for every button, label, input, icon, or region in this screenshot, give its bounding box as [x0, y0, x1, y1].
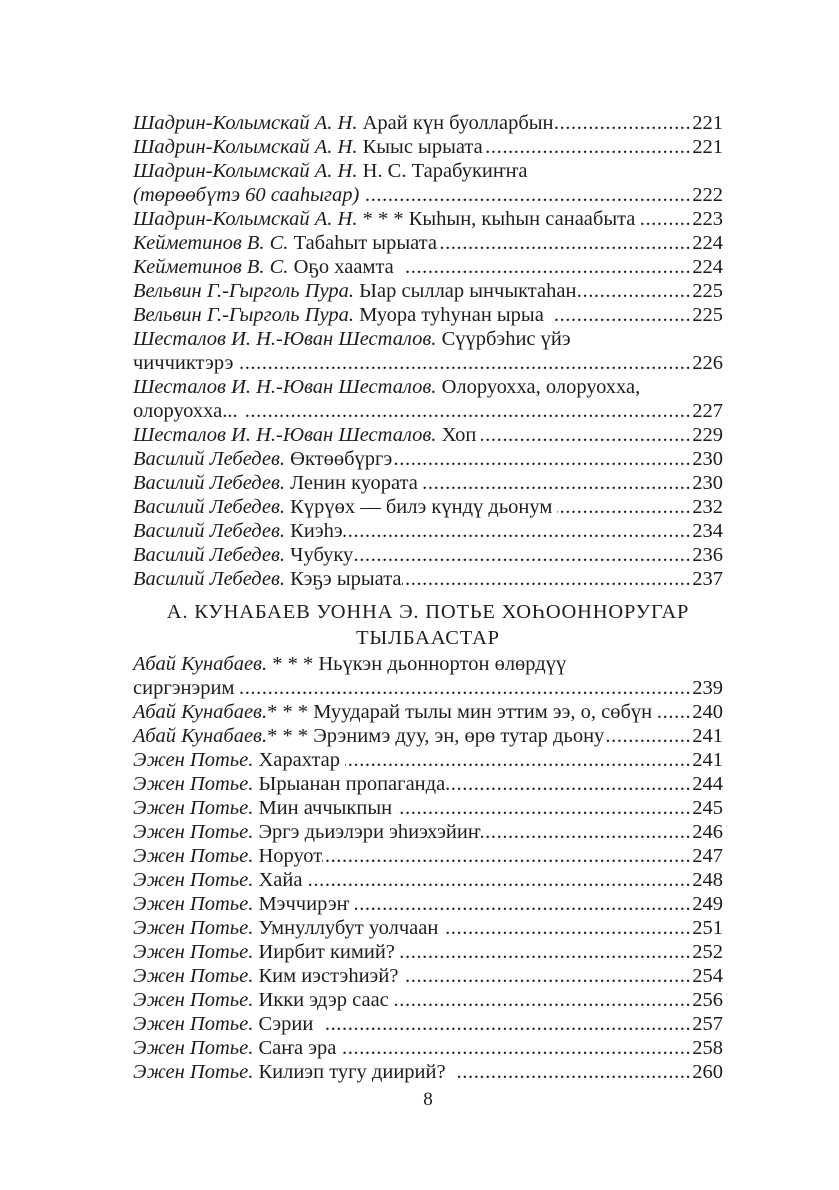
dot-leader-icon [243, 399, 693, 423]
toc-row [133, 820, 723, 844]
toc-page-number: 223 [692, 208, 723, 230]
toc-row [133, 375, 723, 399]
dot-leader-icon [554, 303, 692, 327]
toc-title: Килиэп тугу диирий? [253, 1061, 456, 1083]
toc-row [133, 399, 723, 423]
toc-author: (төрөөбүтэ 60 сааһыгар) [133, 184, 365, 206]
toc-page-number: 249 [692, 893, 723, 915]
toc-page-number: 226 [692, 352, 723, 374]
toc-author: Эжен Потье. [133, 749, 254, 771]
dot-leader-icon [557, 495, 692, 519]
toc-title: Өктөөбүргэ [285, 448, 393, 470]
toc-page-number: 241 [692, 749, 723, 771]
toc-row [133, 495, 723, 519]
toc-title: сиргэнэрим [133, 677, 240, 699]
section-heading [133, 599, 723, 651]
toc-author: Абай Кунабаев. [133, 725, 268, 747]
toc-page-number: 236 [692, 544, 723, 566]
toc-row [133, 844, 723, 868]
toc-author: Шадрин-Колымскай А. Н. [133, 112, 358, 134]
toc-title: Икки эдэр саас [253, 989, 394, 1011]
dot-leader-icon [324, 1012, 693, 1036]
toc-author: Эжен Потье. [133, 821, 254, 843]
toc-author: Василий Лебедев. [133, 544, 286, 566]
toc-row [133, 255, 723, 279]
dot-leader-icon [392, 447, 692, 471]
table-of-contents [133, 111, 723, 1084]
toc-row [133, 988, 723, 1012]
dot-leader-icon [657, 700, 692, 724]
toc-author: Эжен Потье. [133, 845, 254, 867]
toc-title: Чубуку [285, 544, 354, 566]
toc-row [133, 135, 723, 159]
toc-author: Василий Лебедев. [133, 496, 286, 518]
dot-leader-icon [240, 676, 693, 700]
toc-title: Хайа [253, 869, 308, 891]
toc-author: Эжен Потье. [133, 773, 254, 795]
dot-leader-icon [400, 940, 692, 964]
toc-author: Эжен Потье. [133, 1061, 254, 1083]
toc-row [133, 1036, 723, 1060]
toc-page-number: 245 [692, 797, 723, 819]
toc-page-number: 252 [692, 941, 723, 963]
toc-page-number: 247 [692, 845, 723, 867]
toc-title: Сэрии [253, 1013, 324, 1035]
dot-leader-icon [437, 231, 692, 255]
toc-row [133, 543, 723, 567]
dot-leader-icon [397, 796, 692, 820]
toc-title: Кыыс ырыата [357, 136, 483, 158]
toc-page-number: 254 [692, 965, 723, 987]
toc-title: Эргэ дьиэлэри эһиэхэйиҥ [253, 821, 481, 843]
toc-title: Киэһэ [285, 520, 343, 542]
toc-title: * * * Ньүкэн дьоннортон өлөрдүү [267, 653, 567, 675]
toc-title: олоруохха... [133, 400, 243, 422]
toc-author: Василий Лебедев. [133, 520, 286, 542]
toc-title: Саҥа эра [253, 1037, 342, 1059]
dot-leader-icon [355, 892, 693, 916]
toc-page-number: 222 [692, 184, 723, 206]
toc-page-number: 237 [692, 568, 723, 590]
toc-author: Абай Кунабаев. [133, 653, 268, 675]
toc-author: Вельвин Г.-Гырголь Пура. [133, 304, 354, 326]
toc-author: Шадрин-Колымскай А. Н. [133, 208, 358, 230]
toc-page-number: 241 [692, 725, 723, 747]
dot-leader-icon [641, 207, 693, 231]
dot-leader-icon [456, 1060, 692, 1084]
toc-row [133, 447, 723, 471]
toc-author: Кейметинов В. С. [133, 232, 289, 254]
toc-title: Н. С. Тарабукиҥҥа [357, 160, 528, 182]
toc-title: Хоп [436, 424, 482, 446]
dot-leader-icon [604, 724, 692, 748]
toc-row [133, 1012, 723, 1036]
section-heading-line1: А. КУНАБАЕВ УОННА Э. ПОТЬЕ ХОҺООННОРУГАР [166, 601, 690, 623]
toc-row [133, 567, 723, 591]
toc-row [133, 892, 723, 916]
toc-row [133, 940, 723, 964]
dot-leader-icon [353, 543, 692, 567]
toc-page-number: 229 [692, 424, 723, 446]
toc-row [133, 519, 723, 543]
toc-title: Ленин куората [285, 472, 423, 494]
toc-title: Иирбит кимий? [253, 941, 401, 963]
toc-author: Василий Лебедев. [133, 448, 286, 470]
toc-row [133, 724, 723, 748]
dot-leader-icon [364, 183, 692, 207]
toc-author: Шадрин-Колымскай А. Н. [133, 136, 358, 158]
toc-row [133, 676, 723, 700]
page-number: 8 [423, 1089, 433, 1110]
toc-title: Ким иэстэһиэй? [253, 965, 404, 987]
toc-page-number: 258 [692, 1037, 723, 1059]
toc-author: Василий Лебедев. [133, 568, 286, 590]
toc-page-number: 240 [692, 701, 723, 723]
dot-leader-icon [481, 820, 693, 844]
toc-title: Муора туһунан ырыа [354, 304, 555, 326]
toc-author: Эжен Потье. [133, 965, 254, 987]
toc-author: Эжен Потье. [133, 989, 254, 1011]
toc-author: Эжен Потье. [133, 1037, 254, 1059]
toc-author: Шесталов И. Н.-Юван Шесталов. [133, 328, 437, 350]
toc-author: Эжен Потье. [133, 917, 254, 939]
toc-title: Норуот [253, 845, 323, 867]
dot-leader-icon [308, 868, 693, 892]
toc-title: чиччиктэрэ [133, 352, 239, 374]
toc-page-number: 221 [692, 136, 723, 158]
toc-row [133, 183, 723, 207]
dot-leader-icon [483, 135, 693, 159]
toc-row [133, 303, 723, 327]
toc-row [133, 327, 723, 351]
toc-page-number: 246 [692, 821, 723, 843]
toc-title: Арай күн буолларбын [357, 112, 554, 134]
toc-page-number: 224 [692, 256, 723, 278]
toc-rows-authors [133, 111, 723, 591]
toc-title: * * * Кыһын, кыһын санаабыта [357, 208, 641, 230]
toc-page-number: 257 [692, 1013, 723, 1035]
toc-row [133, 796, 723, 820]
dot-leader-icon [443, 916, 692, 940]
dot-leader-icon [394, 988, 692, 1012]
toc-title: Олоруохха, олоруохха, [436, 376, 641, 398]
toc-author: Эжен Потье. [133, 893, 254, 915]
toc-author: Шадрин-Колымскай А. Н. [133, 160, 358, 182]
toc-title: Оҕо хаамта [288, 256, 405, 278]
toc-title: Умнуллубут уолчаан [253, 917, 444, 939]
toc-author: Эжен Потье. [133, 869, 254, 891]
toc-row [133, 351, 723, 375]
toc-row [133, 916, 723, 940]
toc-page-number: 227 [692, 400, 723, 422]
toc-page-number: 230 [692, 472, 723, 494]
toc-title: Ыар сыллар ынчыктаһан [354, 280, 577, 302]
toc-author: Эжен Потье. [133, 941, 254, 963]
section-heading-line2: ТЫЛБААСТАР [356, 627, 500, 649]
toc-row [133, 423, 723, 447]
toc-author: Эжен Потье. [133, 1013, 254, 1035]
toc-row [133, 471, 723, 495]
toc-row [133, 652, 723, 676]
toc-row [133, 1060, 723, 1084]
toc-row [133, 279, 723, 303]
toc-title: Табаһыт ырыата [288, 232, 437, 254]
toc-page-number: 234 [692, 520, 723, 542]
toc-page-number: 256 [692, 989, 723, 1011]
dot-leader-icon [343, 519, 693, 543]
toc-row [133, 700, 723, 724]
toc-title: Мэччирэҥ [253, 893, 355, 915]
toc-page-number: 225 [692, 280, 723, 302]
toc-row [133, 231, 723, 255]
dot-leader-icon [423, 471, 692, 495]
dot-leader-icon [345, 748, 692, 772]
toc-title: * * * Муударай тылы мин эттим ээ, о, сөбүн [267, 701, 658, 723]
toc-row [133, 159, 723, 183]
toc-page-number: 225 [692, 304, 723, 326]
toc-row [133, 748, 723, 772]
toc-author: Кейметинов В. С. [133, 256, 289, 278]
toc-page-number: 221 [692, 112, 723, 134]
dot-leader-icon [445, 772, 692, 796]
toc-author: Шесталов И. Н.-Юван Шесталов. [133, 424, 437, 446]
toc-row [133, 111, 723, 135]
toc-row [133, 868, 723, 892]
toc-row [133, 772, 723, 796]
page-footer [133, 1088, 723, 1112]
toc-row [133, 207, 723, 231]
dot-leader-icon [404, 255, 692, 279]
toc-author: Шесталов И. Н.-Юван Шесталов. [133, 376, 437, 398]
toc-row [133, 964, 723, 988]
dot-leader-icon [576, 279, 692, 303]
toc-author: Абай Кунабаев. [133, 701, 268, 723]
toc-page-number: 248 [692, 869, 723, 891]
dot-leader-icon [481, 423, 692, 447]
dot-leader-icon [342, 1036, 693, 1060]
dot-leader-icon [322, 844, 692, 868]
toc-page-number: 224 [692, 232, 723, 254]
dot-leader-icon [554, 111, 693, 135]
toc-author: Василий Лебедев. [133, 472, 286, 494]
dot-leader-icon [239, 351, 693, 375]
toc-page-number: 232 [692, 496, 723, 518]
toc-title: Ырыанан пропаганда [253, 773, 446, 795]
toc-rows-translations [133, 652, 723, 1084]
toc-page-number: 251 [692, 917, 723, 939]
toc-title: Күрүөх — билэ күндү дьонум [285, 496, 558, 518]
toc-title: Харахтар [253, 749, 346, 771]
dot-leader-icon [402, 567, 693, 591]
toc-title: * * * Эрэнимэ дуу, эн, өрө тутар дьону [267, 725, 605, 747]
toc-author: Эжен Потье. [133, 797, 254, 819]
toc-title: Кэҕэ ырыата [285, 568, 402, 590]
toc-title: Сүүрбэһис үйэ [436, 328, 571, 350]
toc-author: Вельвин Г.-Гырголь Пура. [133, 280, 354, 302]
toc-title: Мин аччыкпын [253, 797, 398, 819]
toc-page-number: 260 [692, 1061, 723, 1083]
toc-page-number: 244 [692, 773, 723, 795]
dot-leader-icon [404, 964, 693, 988]
toc-page-number: 239 [692, 677, 723, 699]
toc-page-number: 230 [692, 448, 723, 470]
